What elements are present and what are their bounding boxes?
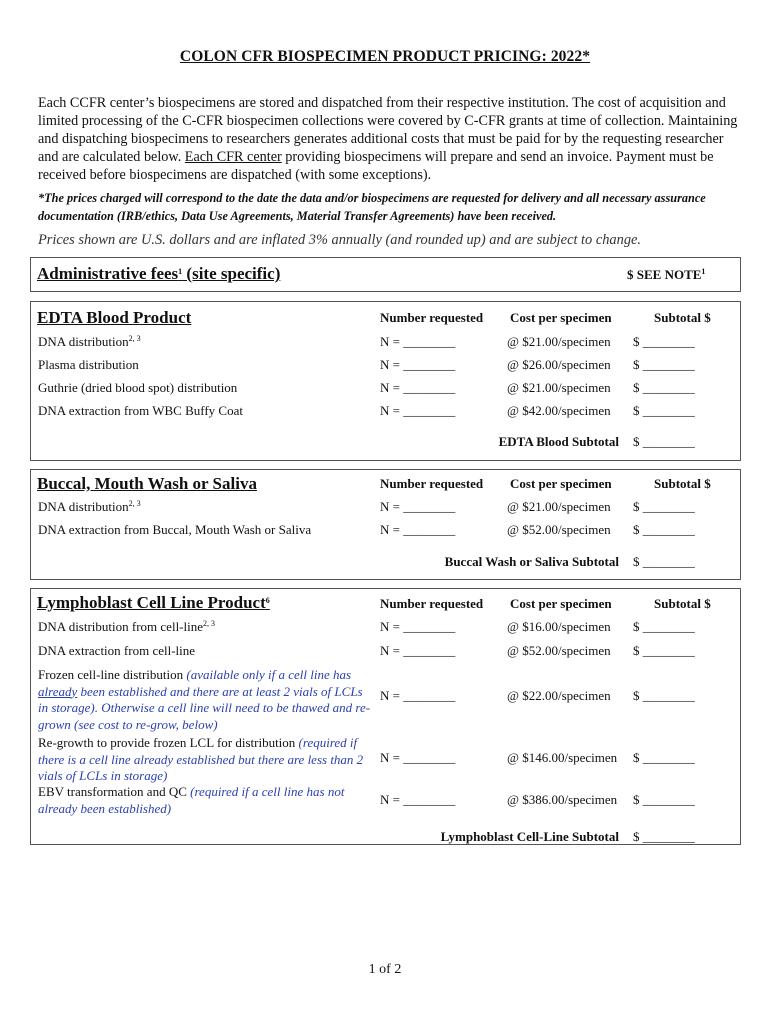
lympho-col-number: Number requested: [380, 596, 484, 611]
intro-text-1: Each CCFR center’s biospecimens are stored and dispatched from their respective institution. The cost of acquisition and limited processing of the C-CFR biospecimen collections were covered by C-CFR grants at time of collection. Maintaining and dispatching biospecimens to researchers generates additional costs that must be paid for by the requesting researcher and are calculated below.: [38, 95, 738, 165]
row-label: DNA distribution$^{2, 3}$: [38, 334, 141, 349]
admin-fees-box: [30, 257, 741, 292]
lympho-col-cost: Cost per specimen: [510, 596, 612, 611]
edta-subtotal-label: EDTA Blood Subtotal: [498, 434, 619, 449]
edta-col-number: Number requested: [380, 310, 484, 325]
buccal-heading: Buccal, Mouth Wash or Saliva: [37, 474, 257, 493]
lympho-box: [30, 588, 741, 845]
edta-heading: EDTA Blood Product: [37, 308, 192, 327]
row-label: DNA extraction from Buccal, Mouth Wash or Saliva: [38, 522, 312, 537]
buccal-col-number: Number requested: [380, 476, 484, 491]
subtotal-field[interactable]: $ ________: [633, 522, 695, 537]
subtotal-field[interactable]: $ ________: [633, 357, 695, 372]
number-field[interactable]: N = ________: [380, 380, 456, 395]
row-label: EBV transformation and QC (required if a cell line has not already been established): [38, 784, 345, 816]
cost-value: @ $146.00/specimen: [507, 750, 618, 765]
row-label: Guthrie (dried blood spot) distribution: [38, 380, 238, 395]
subtotal-field[interactable]: $ ________: [633, 750, 695, 765]
cost-value: @ $26.00/specimen: [507, 357, 611, 372]
cost-value: @ $16.00/specimen: [507, 619, 611, 634]
number-field[interactable]: N = ________: [380, 750, 456, 765]
row-label: Frozen cell-line distribution (available only if a cell line has already been established and there are at least 2 vials of LCLs in storage). Otherwise a cell line will need to be thawed and re-grown (see cost to re-grow, below): [38, 667, 371, 732]
number-field[interactable]: N = ________: [380, 522, 456, 537]
cost-value: @ $22.00/specimen: [507, 688, 611, 703]
lympho-heading: Lymphoblast Cell Line Product$^6$: [37, 593, 270, 612]
number-field[interactable]: N = ________: [380, 499, 456, 514]
lympho-subtotal-field[interactable]: $ ________: [633, 829, 695, 844]
subtotal-field[interactable]: $ ________: [633, 688, 695, 703]
page-title: COLON CFR BIOSPECIMEN PRODUCT PRICING: 2022*: [179, 48, 591, 65]
row-label: DNA distribution$^{2, 3}$: [38, 499, 141, 514]
number-field[interactable]: N = ________: [380, 792, 456, 807]
subtotal-field[interactable]: $ ________: [633, 499, 695, 514]
intro-text-2: providing biospecimens will prepare and send an invoice. Payment must be received before biospecimens are dispatched (with some exceptions).: [38, 149, 714, 183]
subtotal-field[interactable]: $ ________: [633, 643, 695, 658]
number-field[interactable]: N = ________: [380, 619, 456, 634]
number-field[interactable]: N = ________: [380, 357, 456, 372]
row-label: Plasma distribution: [38, 357, 139, 372]
page-number: 1 of 2: [368, 962, 402, 977]
subtotal-field[interactable]: $ ________: [633, 380, 695, 395]
edta-col-cost: Cost per specimen: [510, 310, 612, 325]
pricing-note: *The prices charged will correspond to the date the data and/or biospecimens are requested for delivery and all necessary assurance documentation (IRB/ethics, Data Use Agreements, Material Transfer Agreements) have been received.: [38, 191, 706, 223]
buccal-subtotal-label: Buccal Wash or Saliva Subtotal: [444, 554, 619, 569]
cost-value: @ $21.00/specimen: [507, 334, 611, 349]
buccal-col-cost: Cost per specimen: [510, 476, 612, 491]
intro-cfr-center: Each CFR center: [184, 149, 282, 165]
number-field[interactable]: N = ________: [380, 334, 456, 349]
edta-box: [30, 301, 741, 461]
cost-value: @ $42.00/specimen: [507, 403, 611, 418]
admin-fees-note: $ SEE NOTE$^1$: [627, 267, 706, 282]
cost-value: @ $386.00/specimen: [507, 792, 618, 807]
buccal-col-subtotal: Subtotal $: [654, 476, 711, 491]
number-field[interactable]: N = ________: [380, 403, 456, 418]
number-field[interactable]: N = ________: [380, 688, 456, 703]
subtotal-field[interactable]: $ ________: [633, 334, 695, 349]
lympho-subtotal-label: Lymphoblast Cell-Line Subtotal: [440, 829, 619, 844]
row-label: DNA distribution from cell-line$^{2, 3}$: [38, 619, 216, 634]
row-label: Re-growth to provide frozen LCL for distribution (required if there is a cell line already established but there are less than 2 vials of LCLs in storage): [38, 735, 364, 783]
cost-value: @ $52.00/specimen: [507, 643, 611, 658]
prices-note: Prices shown are U.S. dollars and are inflated 3% annually (and rounded up) and are subject to change.: [38, 232, 641, 248]
cost-value: @ $21.00/specimen: [507, 380, 611, 395]
subtotal-field[interactable]: $ ________: [633, 792, 695, 807]
number-field[interactable]: N = ________: [380, 643, 456, 658]
buccal-subtotal-field[interactable]: $ ________: [633, 554, 695, 569]
row-label: DNA extraction from cell-line: [38, 643, 196, 658]
edta-col-subtotal: Subtotal $: [654, 310, 711, 325]
row-label: DNA extraction from WBC Buffy Coat: [38, 403, 243, 418]
intro-paragraph: [38, 94, 738, 184]
edta-subtotal-field[interactable]: $ ________: [633, 434, 695, 449]
cost-value: @ $52.00/specimen: [507, 522, 611, 537]
subtotal-field[interactable]: $ ________: [633, 619, 695, 634]
cost-value: @ $21.00/specimen: [507, 499, 611, 514]
admin-fees-heading: Administrative fees$^1$ (site specific): [37, 264, 281, 283]
lympho-col-subtotal: Subtotal $: [654, 596, 711, 611]
subtotal-field[interactable]: $ ________: [633, 403, 695, 418]
buccal-box: [30, 469, 741, 580]
